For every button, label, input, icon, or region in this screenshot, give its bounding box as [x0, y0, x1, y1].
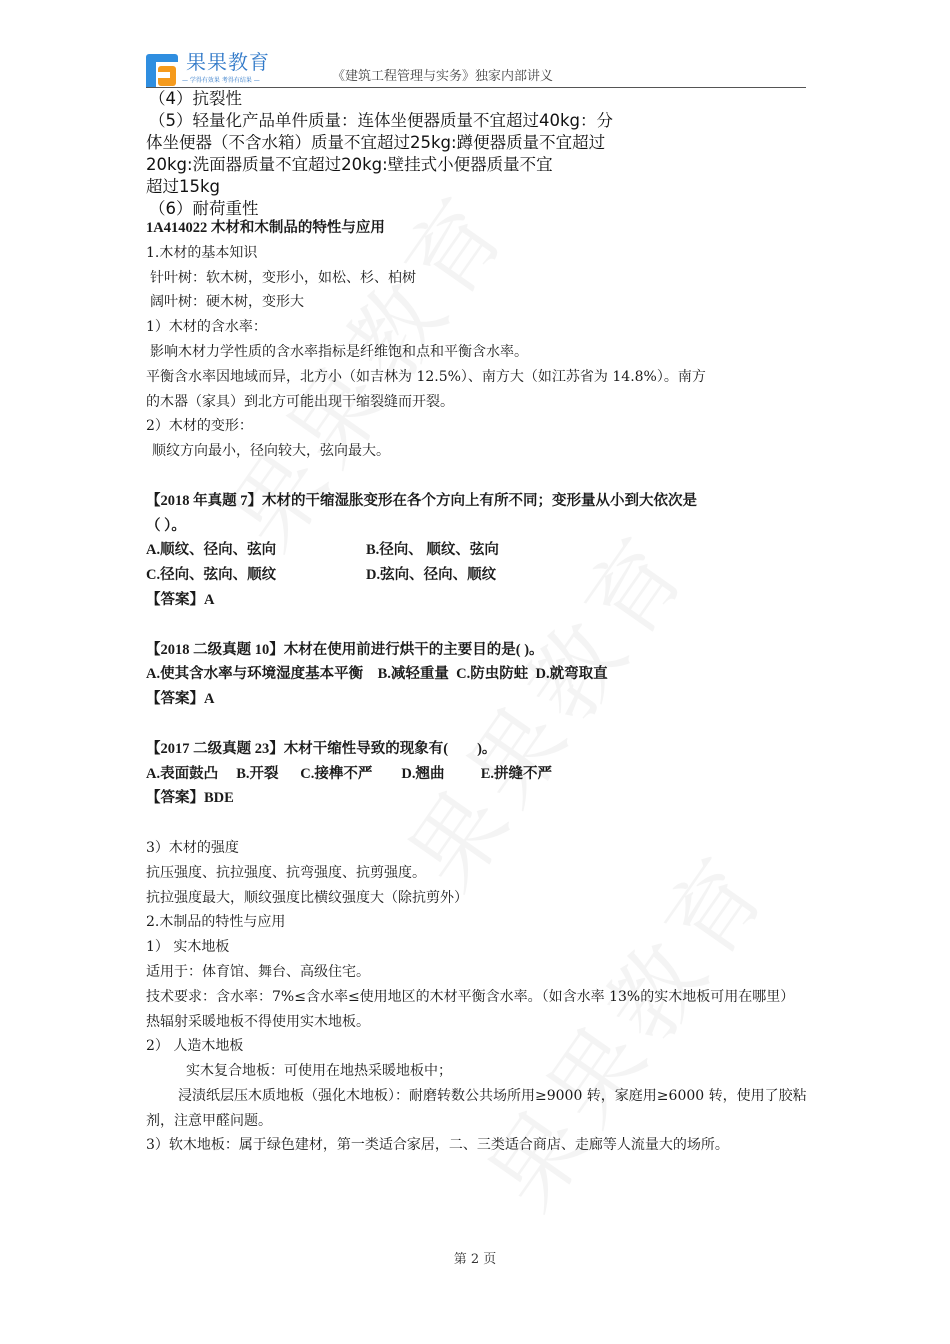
paragraph: 的木器（家具）到北方可能出现干缩裂缝而开裂。 [146, 393, 454, 410]
question-options: A.表面鼓凸 B.开裂 C.接榫不严 D.翘曲 E.拼缝不严 [146, 765, 553, 782]
subsection-title: 2） 人造木地板 [146, 1038, 244, 1055]
question-stem: 【2017 二级真题 23】木材干缩性导致的现象有( )。 [146, 740, 497, 757]
paragraph: 阔叶树：硬木树，变形大 [150, 294, 304, 311]
page-number: 第 2 页 [453, 1252, 497, 1267]
paragraph: 浸渍纸层压木质地板（强化木地板）：耐磨转数公共场所用≥9000 转，家庭用≥6000 转，使用了胶粘剂，注意甲醛问题。 [146, 1087, 807, 1129]
subsection-title: 1）木材的含水率： [146, 319, 267, 336]
paragraph: 抗压强度、抗拉强度、抗弯强度、抗剪强度。 [146, 864, 426, 881]
option-b: B.径向、 顺纹、弦向 [366, 542, 499, 559]
answer: 【答案】A [146, 691, 215, 708]
subsection-title: 2.木制品的特性与应用 [146, 914, 286, 931]
question-options [146, 538, 816, 563]
intro-line: （5）轻量化产品单件质量：连体坐便器质量不宜超过40kg：分 [149, 111, 614, 130]
intro-line: （4）抗裂性 [149, 89, 242, 108]
paragraph: 实木复合地板：可使用在地热采暖地板中； [186, 1063, 452, 1080]
answer: 【答案】A [146, 591, 215, 608]
page-header [146, 52, 806, 88]
subsection-title: 1） 实木地板 [146, 939, 230, 956]
intro-line: 体坐便器（不含水箱）质量不宜超过25kg:蹲便器质量不宜超过 [146, 133, 606, 152]
question-options [146, 563, 816, 588]
paragraph: 3）软木地板：属于绿色建材，第一类适合家居，二、三类适合商店、走廊等人流量大的场所。 [146, 1137, 729, 1154]
intro-line: （6）耐荷重性 [149, 199, 259, 218]
main-content [146, 216, 816, 1158]
intro-block [146, 88, 686, 220]
question-stem: 【2018 年真题 7】木材的干缩湿胀变形在各个方向上有所不同；变形量从小到大依次是 [146, 492, 697, 509]
logo-slogan: — 学得有效果 考得有结果 — [182, 77, 260, 84]
option-c: C.径向、弦向、顺纹 [146, 567, 277, 584]
option-a: A.顺纹、径向、弦向 [146, 542, 277, 559]
paragraph: 针叶树：软木树，变形小，如松、杉、柏树 [150, 269, 416, 286]
paragraph: 抗拉强度最大，顺纹强度比横纹强度大（除抗剪外） [146, 889, 468, 906]
subsection-title: 1.木材的基本知识 [146, 244, 258, 261]
paragraph: 热辐射采暖地板不得使用实木地板。 [146, 1013, 370, 1030]
paragraph: 影响木材力学性质的含水率指标是纤维饱和点和平衡含水率。 [150, 343, 528, 360]
document-title: 《建筑工程管理与实务》独家内部讲义 [332, 69, 554, 84]
question-options: A.使其含水率与环境湿度基本平衡 B.减轻重量 C.防虫防蛀 D.就弯取直 [146, 666, 608, 683]
paragraph: 平衡含水率因地域而异，北方小（如吉林为 12.5%）、南方大（如江苏省为 14.8%）。南方 [146, 368, 706, 385]
paragraph: 适用于：体育馆、舞台、高级住宅。 [146, 963, 370, 980]
question-stem: 【2018 二级真题 10】木材在使用前进行烘干的主要目的是( )。 [146, 641, 544, 658]
option-d: D.弦向、径向、顺纹 [366, 567, 497, 584]
paragraph: 技术要求：含水率：7%≤含水率≤使用地区的木材平衡含水率。（如含水率 13%的实木地板可用在哪里） [146, 988, 795, 1005]
subsection-title: 2）木材的变形： [146, 418, 253, 435]
paragraph: 顺纹方向最小，径向较大，弦向最大。 [152, 443, 390, 460]
logo-icon [146, 54, 178, 88]
answer: 【答案】BDE [146, 790, 234, 807]
section-heading: 1A414022 木材和木制品的特性与应用 [146, 220, 385, 236]
subsection-title: 3）木材的强度 [146, 839, 239, 856]
logo-name: 果果教育 [186, 50, 270, 74]
intro-line: 20kg:洗面器质量不宜超过20kg:壁挂式小便器质量不宜 [146, 155, 553, 174]
question-stem: （ ）。 [146, 517, 186, 534]
intro-line: 超过15kg [146, 177, 221, 196]
